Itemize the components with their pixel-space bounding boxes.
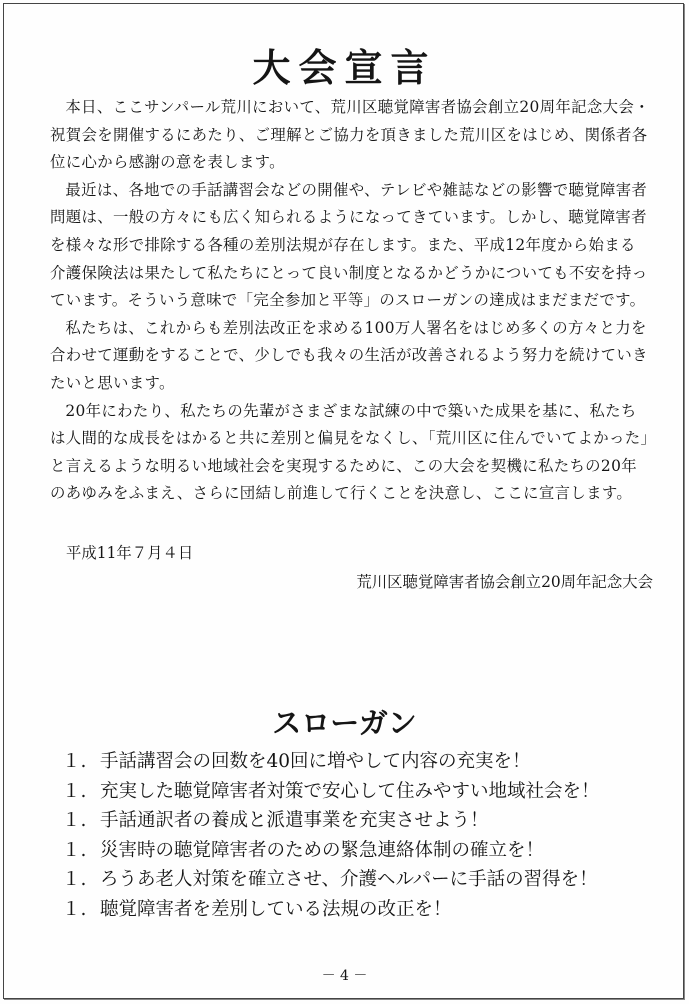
slogan-item — [62, 806, 600, 836]
slogan-number: １. — [62, 780, 87, 802]
slogan-item — [62, 836, 600, 866]
declaration-title: 大会宣言 — [252, 46, 437, 90]
slogan-number: １. — [62, 751, 87, 772]
declaration-paragraph-2: 最近は、各地での手話講習会などの開催や、テレビや雑誌などの影響で聴覚障害者問題は、一般の方々にも広く知られるようになってきています。しかし、聴覚障害者を様々な形で排除する各種の差別法規が存在します。また、平成12年度から始まる介護保険法は果たして私たちにとって良い制度となるかどうかについても不安を持っています。そういう意味で「完全参加と平等」のスローガンの達成はまだまだです。 — [50, 180, 648, 310]
declaration-paragraph-1: 本日、ここサンパール荒川において、荒川区聴覚障害者協会創立20周年記念大会・祝賀会を開催するにあたり、ご理解とご協力を頂きました荒川区をはじめ、関係者各位に心から感謝の意を表します。 — [50, 98, 650, 172]
slogan-item — [62, 777, 600, 807]
slogan-number: １. — [62, 839, 87, 861]
slogan-text: 手話通訳者の養成と派遣事業を充実させよう！ — [100, 810, 489, 832]
slogan-text: 手話講習会の回数を40回に増やして内容の充実を！ — [100, 751, 531, 772]
slogan-number: １. — [62, 898, 87, 920]
slogan-number: １. — [62, 869, 87, 891]
declaration-date: 平成11年７月４日 — [66, 544, 194, 562]
slogan-text: 聴覚障害者を差別している法規の改正を！ — [100, 898, 452, 920]
slogan-item — [62, 865, 600, 895]
slogan-title: スローガン — [272, 706, 417, 740]
declaration-body — [50, 94, 650, 508]
declaration-signature: 荒川区聴覚障害者協会創立20周年記念大会 — [356, 573, 653, 591]
slogan-item — [62, 747, 600, 777]
page-number: － 4 － — [321, 968, 368, 984]
slogan-text: 災害時の聴覚障害者のための緊急連絡体制の確立を！ — [100, 839, 545, 861]
slogan-text: ろうあ老人対策を確立させ、介護ヘルパーに手話の習得を！ — [100, 869, 598, 891]
slogan-item — [62, 895, 600, 925]
slogan-list — [62, 747, 600, 925]
declaration-paragraph-3: 私たちは、これからも差別法改正を求める100万人署名をはじめ多くの方々と力を合わせて運動をすることで、少しでも我々の生活が改善されるよう努力を続けていきたいと思います。 — [50, 318, 648, 392]
declaration-paragraph-4: 20年にわたり、私たちの先輩がさまざまな試練の中で築いた成果を基に、私たちは人間的な成長をはかると共に差別と偏見をなくし、「荒川区に住んでいてよかった」と言えるような明るい地域社会を実現するために、この大会を契機に私たちの20年のあゆみをふまえ、さらに団結し前進して行くことを決意し、ここに宣言します。 — [50, 401, 649, 503]
slogan-text: 充実した聴覚障害者対策で安心して住みやすい地域社会を！ — [100, 780, 600, 802]
slogan-number: １. — [62, 810, 87, 832]
